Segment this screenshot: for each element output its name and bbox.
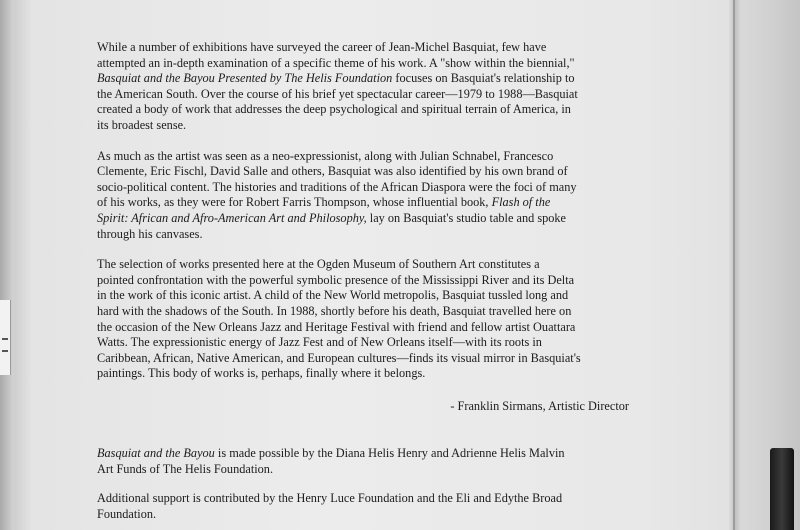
text-line: the occasion of the New Orleans Jazz and Heritage Festival with friend and fellow artist Ouattara: [97, 319, 576, 334]
text-line: paintings. This body of works is, perhaps, finally where it belongs.: [97, 366, 426, 381]
text-fragment: of his works, as they were for Robert Farris Thompson, whose influential book,: [97, 195, 492, 210]
text-line: Caribbean, African, Native American, and European cultures—finds its visual mirror in Basquiat's: [97, 350, 581, 365]
text-line: through his canvases.: [97, 226, 203, 241]
text-fragment: focuses on Basquiat's relationship to: [392, 71, 575, 86]
credits-panel: [97, 446, 637, 530]
text-line: socio-political content. The histories and traditions of the African Diaspora were the foci of many: [97, 179, 577, 194]
text-line: Additional support is contributed by the Henry Luce Foundation and the Eli and Edythe Broad: [97, 491, 563, 506]
text-line: [97, 195, 637, 211]
text-line: The selection of works presented here at the Ogden Museum of Southern Art constitutes a: [97, 257, 540, 272]
text-line: its broadest sense.: [97, 117, 187, 132]
text-line: hard with the shadows of the South. In 1988, shortly before his death, Basquiat travelled here on: [97, 303, 572, 318]
text-line: Foundation.: [97, 506, 157, 521]
text-line: While a number of exhibitions have surveyed the career of Jean-Michel Basquiat, few have: [97, 40, 547, 54]
left-wall-edge: [0, 0, 14, 530]
text-line: [97, 211, 637, 227]
fixture-mark: [2, 350, 8, 352]
exhibition-title: Basquiat and the Bayou: [97, 446, 215, 460]
book-title: Flash of the: [491, 195, 551, 210]
text-line: [97, 71, 637, 87]
fixture-mark: [2, 338, 8, 340]
text-line: attempted an in-depth examination of a specific theme of his work. A "show within the biennial,": [97, 55, 575, 70]
text-fragment: lay on Basquiat's studio table and spoke: [366, 210, 567, 225]
text-line: Watts. The expressionistic energy of Jazz Fest and of New Orleans itself—with its roots in: [97, 335, 542, 350]
context-paragraph: [97, 149, 637, 243]
additional-support: [97, 491, 637, 522]
intro-paragraph: [97, 40, 637, 134]
text-line: created a body of work that addresses the deep psychological and spiritual terrain of America, in: [97, 102, 571, 117]
text-line: [97, 446, 637, 462]
author-signature: - Franklin Sirmans, Artistic Director: [450, 398, 629, 413]
text-line: Clemente, Eric Fischl, David Salle and others, Basquiat was also identified by his own brand of: [97, 164, 568, 179]
text-line: the American South. Over the course of his brief yet spectacular career—1979 to 1988—Basquiat: [97, 86, 578, 101]
wall-corner-seam: [733, 0, 735, 530]
wall-text-panel: [97, 40, 637, 414]
exhibition-title: Basquiat and the Bayou Presented by The Helis Foundation: [97, 71, 393, 86]
wall-fixture: [0, 300, 11, 375]
text-fragment: is made possible by the Diana Helis Henry and Adrienne Helis Malvin: [214, 446, 565, 460]
text-line: in the work of this iconic artist. A child of the New World metropolis, Basquiat tussled long and: [97, 288, 569, 303]
book-title: Spirit: African and Afro-American Art and Philosophy,: [97, 210, 367, 225]
stanchion-post: [770, 448, 794, 530]
funding-credit: [97, 446, 637, 477]
text-line: As much as the artist was seen as a neo-expressionist, along with Julian Schnabel, Francesco: [97, 148, 554, 163]
text-line: pointed confrontation with the powerful symbolic presence of the Mississippi River and its Delta: [97, 272, 575, 287]
text-line: Art Funds of The Helis Foundation.: [97, 461, 274, 476]
selection-paragraph: [97, 257, 637, 382]
